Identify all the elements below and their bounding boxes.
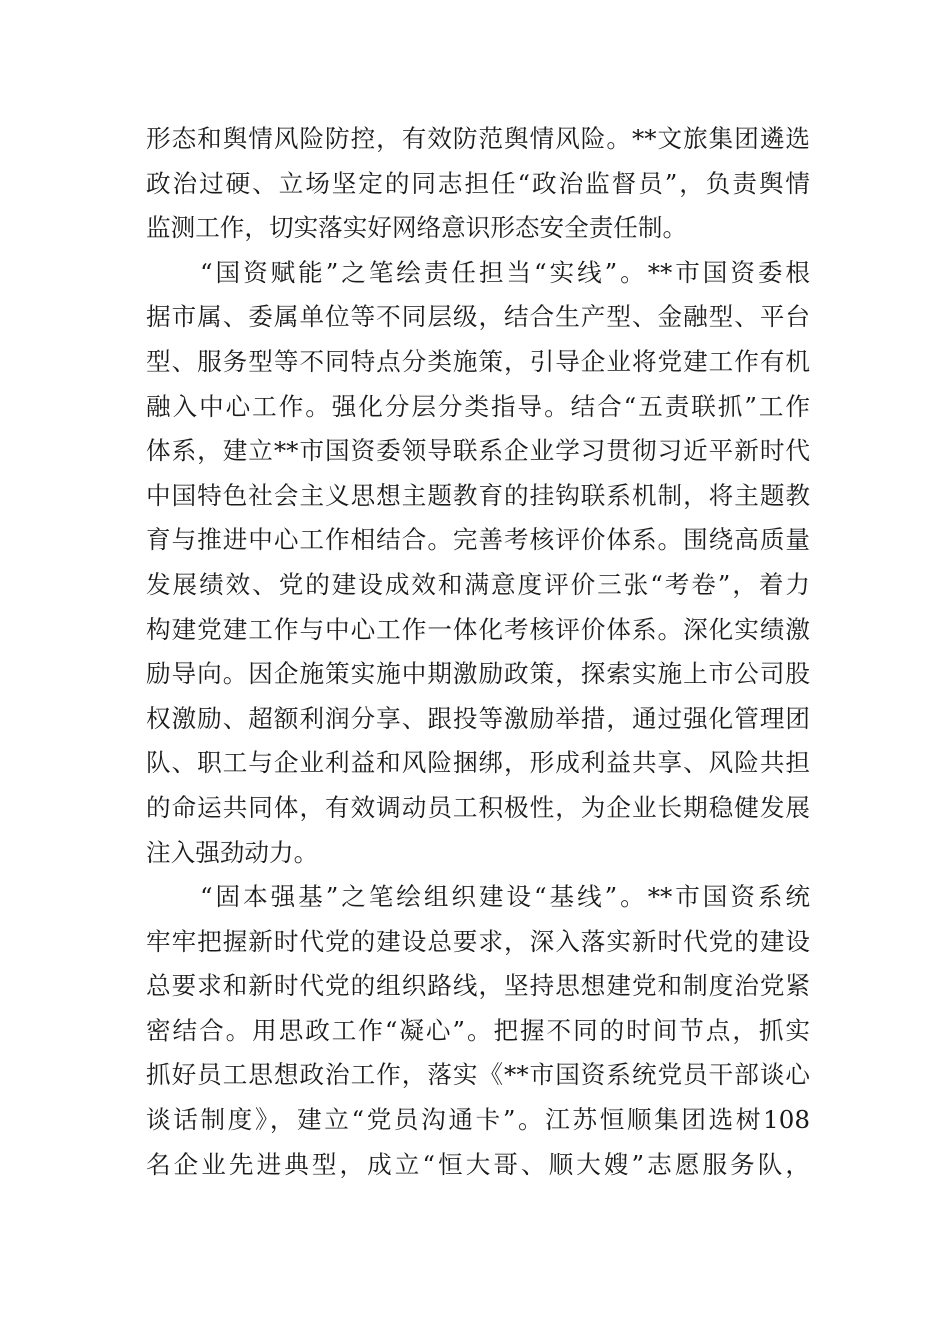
paragraph-2-line-8: 发展绩效、党的建设成效和满意度评价三张“考卷”，着力	[146, 569, 810, 599]
paragraph-3-line-1: “固本强基”之笔绘组织建设“基线”。**市国资系统	[200, 882, 810, 912]
paragraph-2-line-10: 励导向。因企施策实施中期激励政策，探索实施上市公司股	[146, 659, 810, 689]
paragraph-2-line-6: 中国特色社会主义思想主题教育的挂钩联系机制，将主题教	[146, 480, 810, 510]
paragraph-1-line-2: 政治过硬、立场坚定的同志担任“政治监督员”，负责舆情	[146, 168, 810, 198]
paragraph-3-line-3: 总要求和新时代党的组织路线，坚持思想建党和制度治党紧	[146, 971, 810, 1001]
paragraph-2-line-12: 队、职工与企业利益和风险捆绑，形成利益共享、风险共担	[146, 748, 810, 778]
paragraph-1-line-1: 形态和舆情风险防控，有效防范舆情风险。**文旅集团遴选	[146, 124, 810, 153]
document-body	[146, 117, 810, 1187]
paragraph-2-line-1: “国资赋能”之笔绘责任担当“实线”。**市国资委根	[200, 257, 810, 287]
paragraph-2-line-4: 融入中心工作。强化分层分类指导。结合“五责联抓”工作	[146, 391, 810, 421]
paragraph-2-line-7: 育与推进中心工作相结合。完善考核评价体系。围绕高质量	[146, 525, 810, 555]
paragraph-2-line-11: 权激励、超额利润分享、跟投等激励举措，通过强化管理团	[146, 703, 810, 733]
paragraph-1-line-3: 监测工作，切实落实好网络意识形态安全责任制。	[146, 213, 688, 243]
paragraph-3-line-5: 抓好员工思想政治工作，落实《**市国资系统党员干部谈心	[146, 1060, 810, 1090]
paragraph-3-line-7: 名企业先进典型，成立“恒大哥、顺大嫂”志愿服务队，	[146, 1149, 810, 1179]
paragraph-3-line-4: 密结合。用思政工作“凝心”。把握不同的时间节点，抓实	[146, 1015, 810, 1045]
paragraph-2-line-13: 的命运共同体，有效调动员工积极性，为企业长期稳健发展	[146, 792, 810, 822]
paragraph-2-line-2: 据市属、委属单位等不同层级，结合生产型、金融型、平台	[146, 302, 810, 332]
paragraph-2-line-3: 型、服务型等不同特点分类施策，引导企业将党建工作有机	[146, 346, 810, 376]
paragraph-2-line-14: 注入强劲动力。	[146, 837, 319, 867]
paragraph-3-line-2: 牢牢把握新时代党的建设总要求，深入落实新时代党的建设	[146, 926, 810, 956]
paragraph-3-line-6: 谈话制度》，建立“党员沟通卡”。江苏恒顺集团选树108	[146, 1105, 810, 1135]
paragraph-2-line-5: 体系，建立**市国资委领导联系企业学习贯彻习近平新时代	[146, 436, 810, 466]
paragraph-2-line-9: 构建党建工作与中心工作一体化考核评价体系。深化实绩激	[146, 614, 810, 644]
